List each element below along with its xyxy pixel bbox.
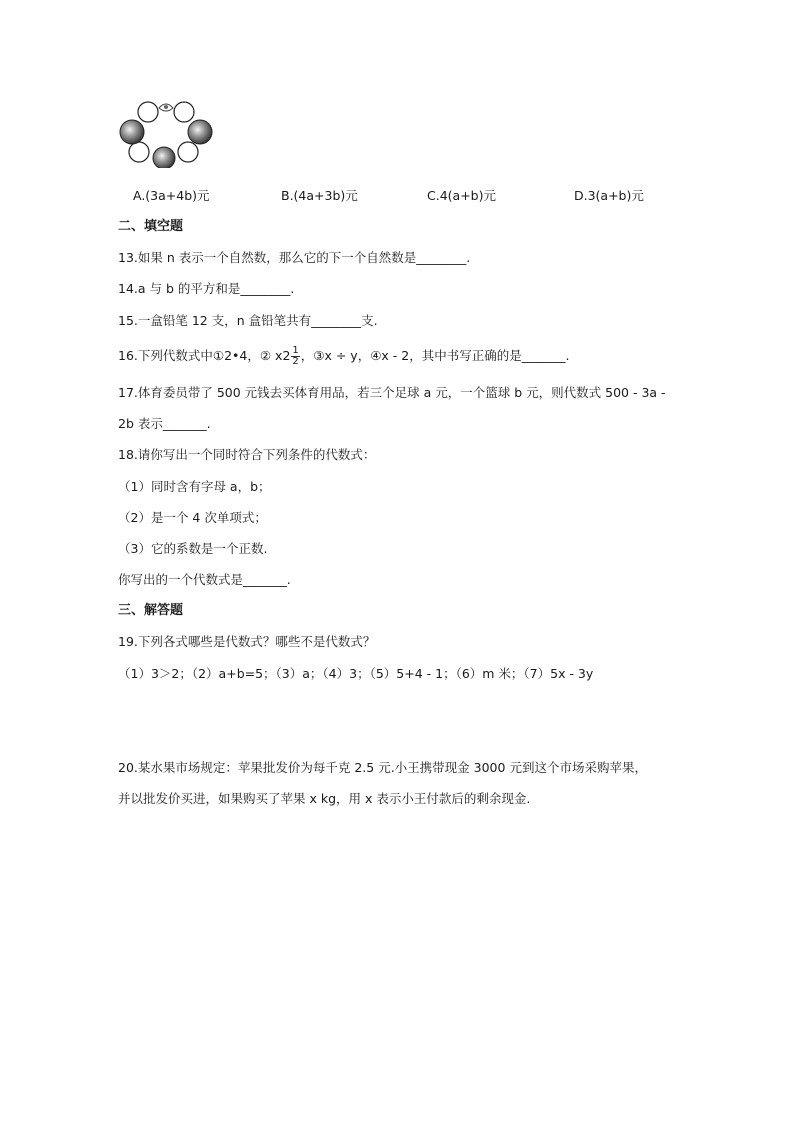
fraction-one-half (291, 346, 299, 367)
section-title-answer: 三、解答题 (118, 603, 184, 618)
question-18-condition-2: （2）是一个 4 次单项式； (118, 510, 267, 525)
question-18-condition-3: （3）它的系数是一个正数. (118, 541, 268, 556)
question-20-line-1: 20.某水果市场规定：苹果批发价为每千克 2.5 元.小王携带现金 3000 元到这个市场采购苹果， (118, 760, 647, 775)
small-bead (138, 102, 158, 122)
question-14: 14.a 与 b 的平方和是________. (118, 281, 295, 296)
question-19-items: （1）3＞2；（2）a+b=5；（3）a；（4）3；（5）5+4 - 1；（6）m 米；（7）5x - 3y (118, 666, 594, 681)
option-b: B.(4a+3b)元 (281, 188, 358, 203)
question-18-answer: 你写出的一个代数式是_______. (118, 572, 291, 587)
option-a: A.(3a+4b)元 (133, 188, 210, 203)
fraction-numerator: 1 (292, 345, 299, 356)
small-bead (178, 142, 198, 162)
question-18-stem: 18.请你写出一个同时符合下列条件的代数式： (118, 447, 376, 462)
question-20-line-2: 并以批发价买进，如果购买了苹果 x kg，用 x 表示小王付款后的剩余现金. (118, 791, 531, 806)
question-16-suffix: ，③x ÷ y，④x - 2，其中书写正确的是_______. (300, 348, 570, 363)
question-19-stem: 19.下列各式哪些是代数式？哪些不是代数式？ (118, 634, 376, 649)
fraction-denominator: 2 (292, 356, 299, 367)
question-16-prefix: 16.下列代数式中①2•4，② x2 (118, 348, 291, 363)
question-18-condition-1: （1）同时含有字母 a，b； (118, 479, 271, 494)
question-17-line-1: 17.体育委员带了 500 元钱去买体育用品，若三个足球 a 元，一个篮球 b 元，则代数式 500 - 3a - (118, 385, 666, 400)
large-bead (120, 120, 144, 144)
question-13: 13.如果 n 表示一个自然数，那么它的下一个自然数是________. (118, 250, 471, 265)
question-16 (118, 346, 569, 367)
question-17-line-2: 2b 表示_______. (118, 416, 211, 431)
large-bead (188, 120, 212, 144)
large-bead (153, 147, 175, 168)
small-bead (129, 142, 149, 162)
question-15: 15.一盒铅笔 12 支，n 盒铅笔共有________支. (118, 313, 378, 328)
clasp-knot (164, 105, 168, 109)
necklace-figure (118, 98, 218, 168)
section-title-fill-blank: 二、填空题 (118, 219, 184, 234)
small-bead (174, 102, 194, 122)
option-d: D.3(a+b)元 (574, 188, 644, 203)
option-c: C.4(a+b)元 (427, 188, 496, 203)
